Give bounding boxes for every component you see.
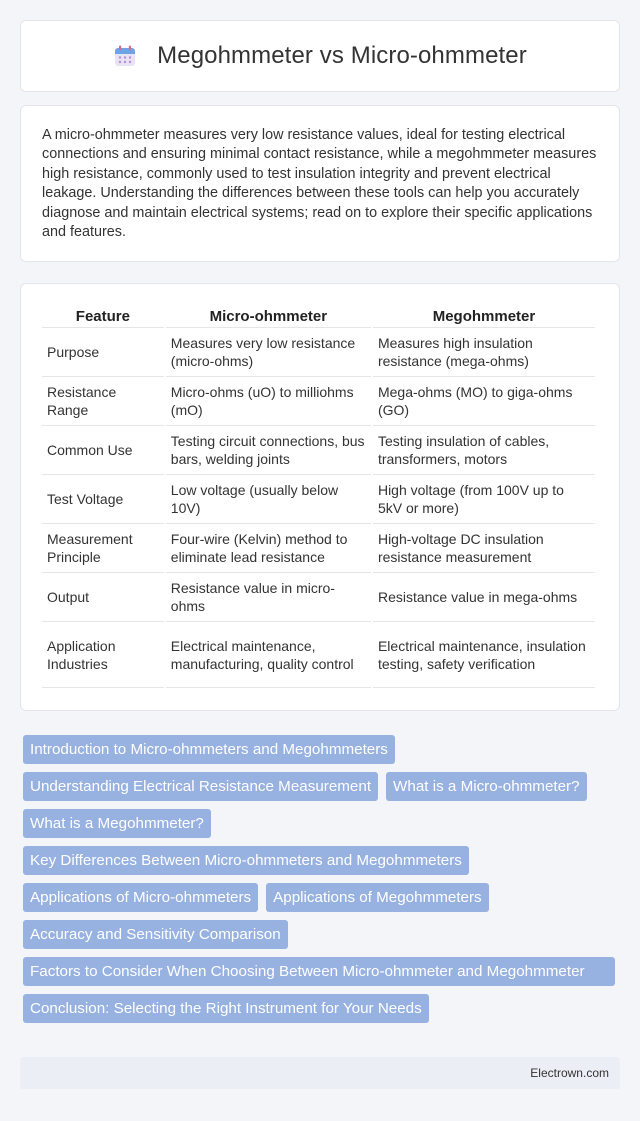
tag-row [23,735,623,764]
page-title: Megohmmeter vs Micro-ohmmeter [157,42,527,69]
tag-link[interactable]: What is a Micro-ohmmeter? [386,772,587,801]
comparison-card [20,283,620,711]
table-row [42,475,595,524]
table-cell: High voltage (from 100V up to 5kV or more) [373,475,595,524]
intro-card [20,105,620,262]
tag-link[interactable]: Conclusion: Selecting the Right Instrument for Your Needs [23,994,429,1023]
table-cell: Micro-ohms (uO) to milliohms (mO) [166,377,371,426]
table-cell: Application Industries [42,622,164,688]
table-row [42,328,595,377]
header-megohmmeter: Megohmmeter [373,304,595,328]
table-row [42,524,595,573]
tag-link[interactable]: What is a Megohmmeter? [23,809,211,838]
table-cell: Common Use [42,426,164,475]
topic-tags [23,735,623,1031]
table-cell: High-voltage DC insulation resistance measurement [373,524,595,573]
tag-link[interactable]: Accuracy and Sensitivity Comparison [23,920,288,949]
tag-link[interactable]: Applications of Micro-ohmmeters [23,883,258,912]
tag-row [23,957,623,986]
table-cell: Test Voltage [42,475,164,524]
comparison-table [40,304,597,688]
tag-row [23,846,623,875]
table-row [42,573,595,622]
tag-row [23,883,623,912]
table-cell: Mega-ohms (MO) to giga-ohms (GO) [373,377,595,426]
tag-row [23,809,623,838]
intro-paragraph: A micro-ohmmeter measures very low resistance values, ideal for testing electrical connections and ensuring minimal contact resistance, while a megohmmeter measures high resistance, commonly used to test insulation integrity and prevent electrical leakage. Understanding the differences between these tools can help you accurately diagnose and maintain electrical systems; read on to explore their specific applications and features. [42,127,597,241]
table-cell: Output [42,573,164,622]
tag-link[interactable]: Applications of Megohmmeters [266,883,489,912]
table-cell: Electrical maintenance, manufacturing, quality control [166,622,371,688]
header-feature: Feature [42,304,164,328]
calendar-icon [113,44,137,68]
tag-link[interactable]: Factors to Consider When Choosing Between Micro-ohmmeter and Megohmmeter [23,957,615,986]
header-card [20,20,620,92]
table-cell: Measures very low resistance (micro-ohms) [166,328,371,377]
tag-link[interactable]: Introduction to Micro-ohmmeters and Megohmmeters [23,735,395,764]
table-cell: Testing insulation of cables, transformers, motors [373,426,595,475]
tag-row [23,772,623,801]
header [113,42,527,70]
tag-link[interactable]: Key Differences Between Micro-ohmmeters and Megohmmeters [23,846,469,875]
table-cell: Measures high insulation resistance (mega-ohms) [373,328,595,377]
table-cell: Purpose [42,328,164,377]
table-cell: Low voltage (usually below 10V) [166,475,371,524]
table-cell: Resistance Range [42,377,164,426]
table-cell: Resistance value in micro-ohms [166,573,371,622]
footer [20,1057,620,1089]
table-cell: Four-wire (Kelvin) method to eliminate lead resistance [166,524,371,573]
table-cell: Measurement Principle [42,524,164,573]
footer-site-name[interactable]: Electrown.com [530,1066,609,1080]
tag-link[interactable]: Understanding Electrical Resistance Measurement [23,772,378,801]
table-row [42,426,595,475]
tag-row [23,920,623,949]
table-cell: Testing circuit connections, bus bars, welding joints [166,426,371,475]
table-cell: Electrical maintenance, insulation testing, safety verification [373,622,595,688]
table-cell: Resistance value in mega-ohms [373,573,595,622]
table-row [42,622,595,688]
table-row [42,377,595,426]
table-header-row [42,304,595,328]
tag-row [23,994,623,1023]
header-micro-ohmmeter: Micro-ohmmeter [166,304,371,328]
